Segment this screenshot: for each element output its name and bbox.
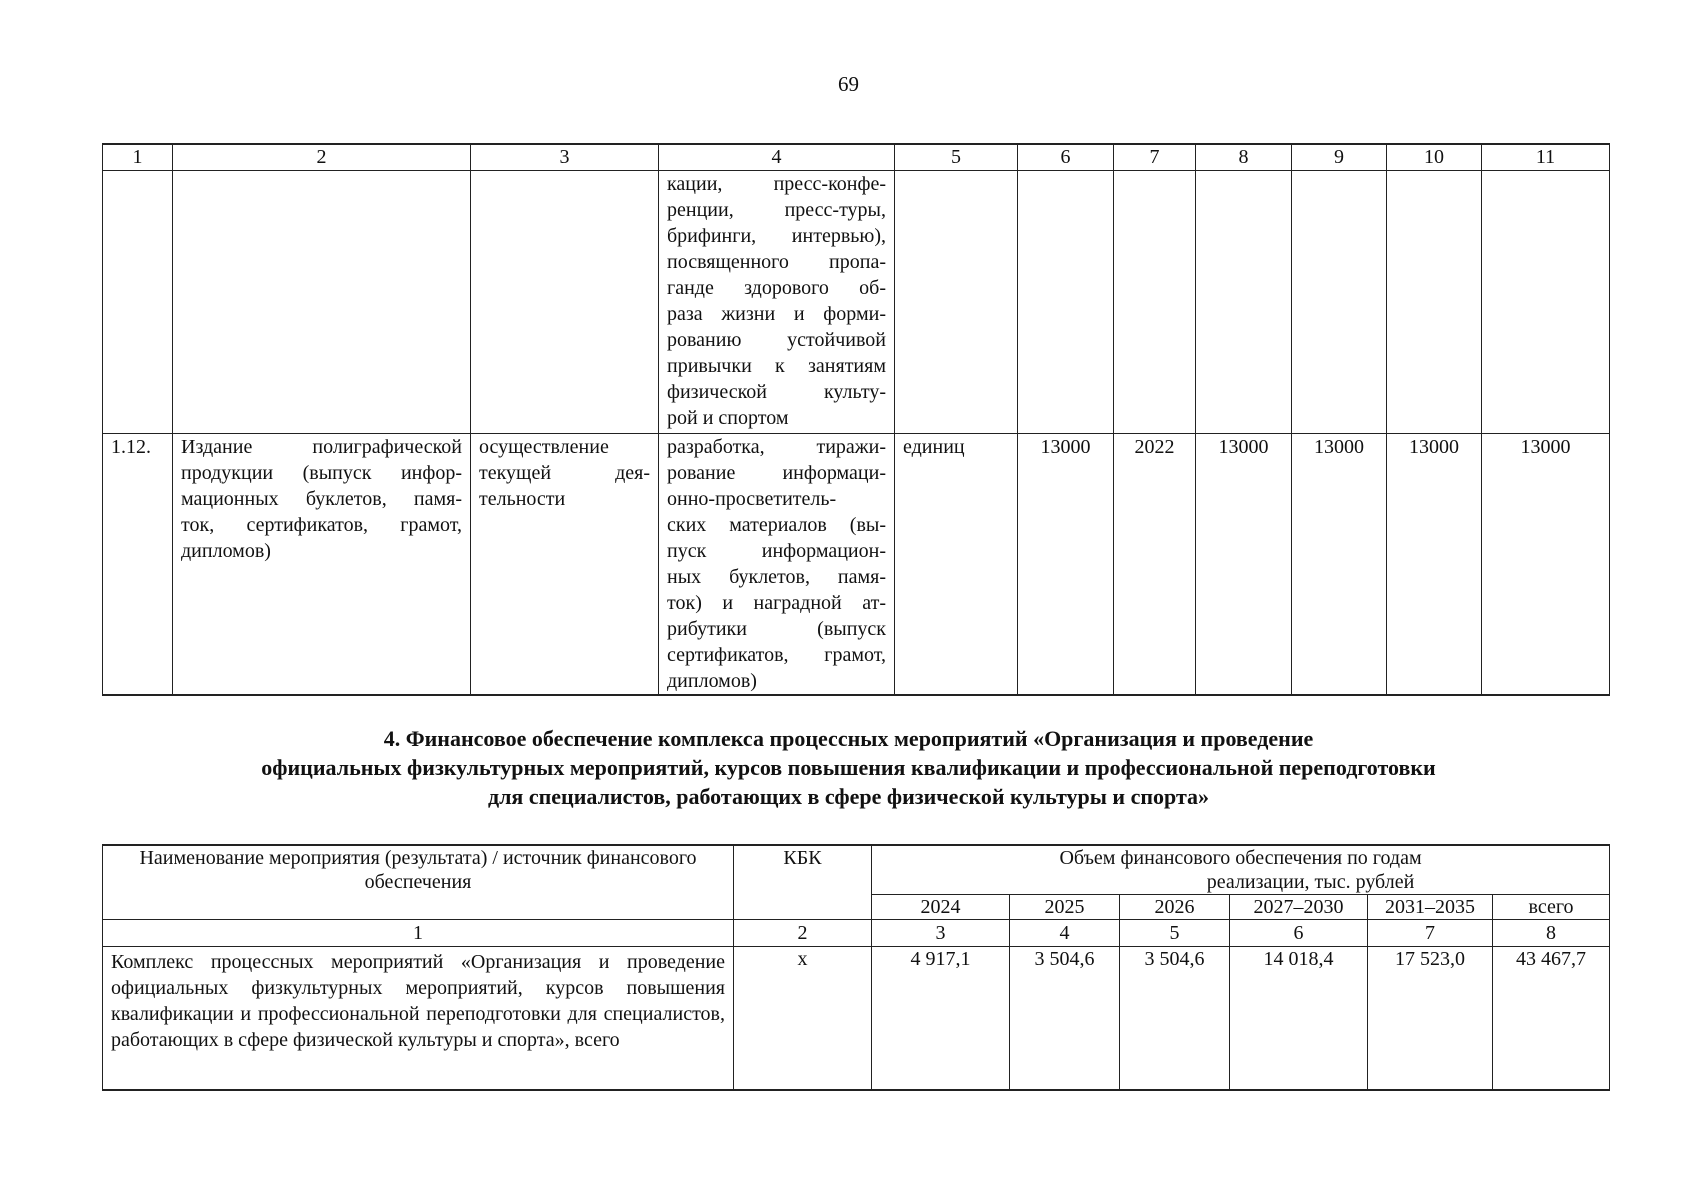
activity-type-cell (471, 434, 659, 696)
table-row (103, 434, 1610, 696)
year-header: 2024 (872, 895, 1010, 920)
column-number: 1 (103, 920, 734, 947)
section-title-line: 4. Финансовое обеспечение комплекса процессных мероприятий «Организация и проведение (383, 726, 1314, 751)
text-line: рой и спортом (667, 407, 789, 429)
amount-2025-cell: 3 504,6 (1010, 947, 1120, 1091)
section-title-line: для специалистов, работающих в сфере физической культуры и спорта» (487, 784, 1210, 809)
activity-description (667, 434, 886, 694)
year-header: всего (1493, 895, 1610, 920)
year-header: 2031–2035 (1368, 895, 1493, 920)
text-line: раза жизни и форми- (667, 303, 886, 325)
column-number: 8 (1196, 144, 1292, 171)
text-line: онно-просветитель- (667, 488, 837, 510)
activity-name (181, 434, 462, 564)
column-number: 4 (1010, 920, 1120, 947)
base-year-cell: 2022 (1114, 434, 1196, 696)
text-line: сертификатов, грамот, (667, 644, 886, 666)
amount-2027-2030-cell: 14 018,4 (1230, 947, 1368, 1091)
column-number: 5 (1120, 920, 1230, 947)
text-line: привычки к занятиям (667, 355, 886, 377)
table-row (103, 947, 1610, 1091)
column-number: 5 (895, 144, 1018, 171)
text-line: тельности (479, 488, 566, 510)
column-number: 9 (1292, 144, 1387, 171)
text-line: рованию устойчивой (667, 329, 886, 351)
column-number: 8 (1493, 920, 1610, 947)
text-line: ток) и наградной ат- (667, 592, 886, 614)
column-numbers-row (103, 920, 1610, 947)
table-header-row (103, 144, 1610, 171)
column-number: 1 (103, 144, 173, 171)
complex-name-cell: Комплекс процессных мероприятий «Организация и проведение официальных физкультурных мероприятий, курсов повышения квалификации и профессиональной переподготовки для специалистов, работающих в сфере физической культуры и спорта», всего (103, 947, 734, 1091)
text-line: посвященного пропа- (667, 251, 886, 273)
year-header: 2026 (1120, 895, 1230, 920)
text-line: разработка, тиражи- (667, 436, 886, 458)
column-number: 11 (1482, 144, 1610, 171)
section-title-line: официальных физкультурных мероприятий, курсов повышения квалификации и профессиональной переподготовки (261, 755, 1436, 780)
value-2024-cell: 13000 (1196, 434, 1292, 696)
text-line: дипломов) (181, 540, 271, 562)
text-line: ренции, пресс-туры, (667, 199, 886, 221)
description-cell (659, 171, 895, 434)
page-number: 69 (838, 72, 859, 96)
text-line: дипломов) (667, 670, 757, 692)
activity-name-cell (173, 434, 471, 696)
table-header-row (103, 845, 1610, 895)
text-line: брифинги, интервью), (667, 225, 886, 247)
kbk-cell: х (734, 947, 872, 1091)
unit-cell: единиц (895, 434, 1018, 696)
column-number: 2 (734, 920, 872, 947)
amount-2026-cell: 3 504,6 (1120, 947, 1230, 1091)
column-number: 4 (659, 144, 895, 171)
value-2025-cell: 13000 (1292, 434, 1387, 696)
amount-total-cell: 43 467,7 (1493, 947, 1610, 1091)
text-line: ганде здорового об- (667, 277, 886, 299)
column-number: 7 (1114, 144, 1196, 171)
header-volume-line: реализации, тыс. рублей (1206, 871, 1415, 893)
amount-2031-2035-cell: 17 523,0 (1368, 947, 1493, 1091)
header-name: Наименование мероприятия (результата) / источник финансового обеспечения (103, 845, 734, 920)
text-line: продукции (выпуск инфор- (181, 462, 462, 484)
header-kbk: КБК (734, 845, 872, 920)
column-number: 7 (1368, 920, 1493, 947)
row-number: 1.12. (103, 434, 173, 696)
activities-table (102, 143, 1610, 696)
text-line: пуск информацион- (667, 540, 886, 562)
text-line: мационных буклетов, памя- (181, 488, 462, 510)
year-header: 2025 (1010, 895, 1120, 920)
header-volume (872, 845, 1610, 895)
base-value-cell: 13000 (1018, 434, 1114, 696)
financing-table (102, 844, 1610, 1091)
column-number: 6 (1018, 144, 1114, 171)
text-line: Издание полиграфической (181, 436, 462, 458)
text-line: ских материалов (вы- (667, 514, 886, 536)
description-cell (659, 434, 895, 696)
year-header: 2027–2030 (1230, 895, 1368, 920)
text-line: рибутики (выпуск (667, 618, 886, 640)
value-2026-cell: 13000 (1387, 434, 1482, 696)
column-number: 3 (872, 920, 1010, 947)
column-number: 6 (1230, 920, 1368, 947)
section-title (0, 724, 1697, 811)
text-line: физической культу- (667, 381, 886, 403)
text-line: осуществление (479, 436, 609, 458)
column-number: 3 (471, 144, 659, 171)
activity-type (479, 434, 650, 512)
amount-2024-cell: 4 917,1 (872, 947, 1010, 1091)
column-number: 2 (173, 144, 471, 171)
value-2027-cell: 13000 (1482, 434, 1610, 696)
table-row-continuation (103, 171, 1610, 434)
text-line: ных буклетов, памя- (667, 566, 886, 588)
header-volume-line: Объем финансового обеспечения по годам (1059, 847, 1422, 869)
text-line: рование информаци- (667, 462, 886, 484)
text-line: текущей дея- (479, 462, 650, 484)
text-line: кации, пресс-конфе- (667, 173, 886, 195)
text-line: ток, сертификатов, грамот, (181, 514, 462, 536)
description-text (667, 171, 886, 431)
column-number: 10 (1387, 144, 1482, 171)
